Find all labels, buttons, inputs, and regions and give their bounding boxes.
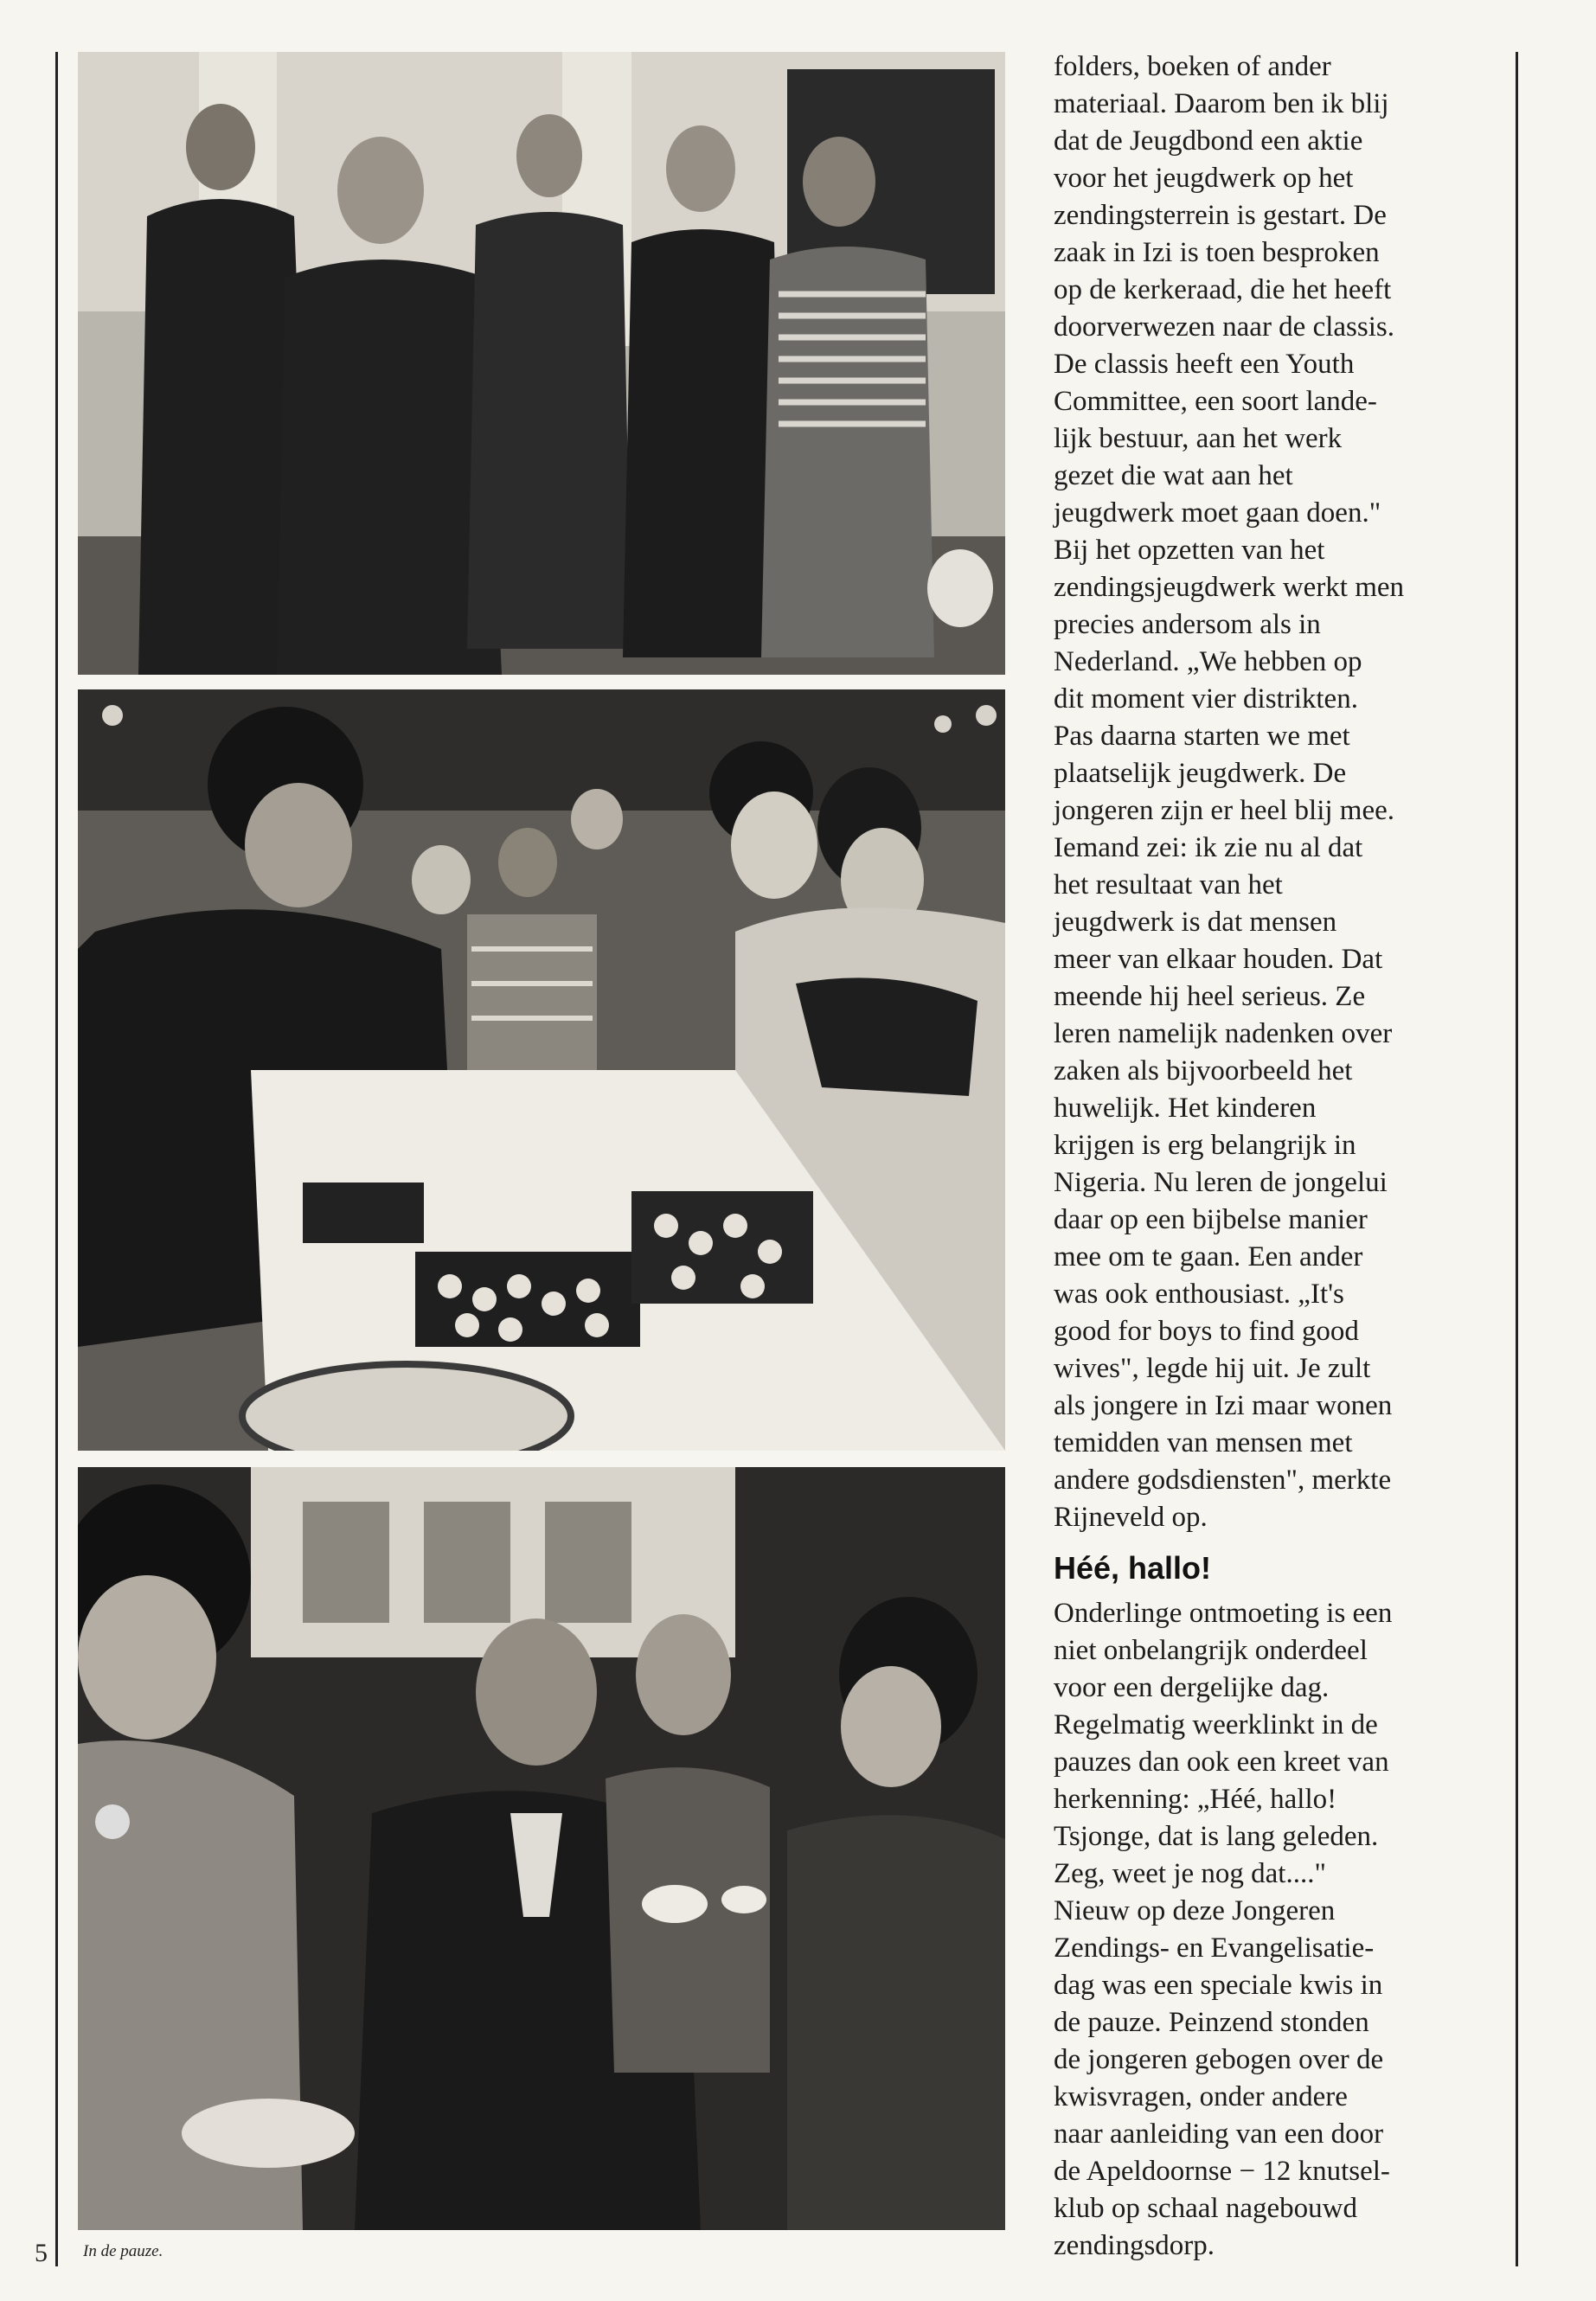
article-column	[1054, 48, 1503, 2265]
text-line: op de kerkeraad, die het heeft	[1054, 274, 1392, 305]
text-line: De classis heeft een Youth	[1054, 349, 1355, 380]
text-line: zaken als bijvoorbeeld het	[1054, 1055, 1353, 1086]
text-line: voor het jeugdwerk op het	[1054, 163, 1354, 194]
right-column-rule	[1516, 52, 1518, 2266]
text-line: voor een dergelijke dag.	[1054, 1672, 1330, 1703]
text-line: meer van elkaar houden. Dat	[1054, 944, 1383, 975]
text-line: de pauze. Peinzend stonden	[1054, 2007, 1369, 2038]
left-column-rule	[55, 52, 58, 2266]
text-line: herkenning: „Héé, hallo!	[1054, 1784, 1337, 1815]
text-line: leren namelijk nadenken over	[1054, 1018, 1393, 1049]
text-line: als jongere in Izi maar wonen	[1054, 1390, 1393, 1421]
text-line: Regelmatig weerklinkt in de	[1054, 1709, 1378, 1740]
text-line: gezet die wat aan het	[1054, 460, 1293, 491]
text-line: Bij het opzetten van het	[1054, 535, 1325, 566]
text-line: het resultaat van het	[1054, 869, 1283, 901]
text-line: klub op schaal nagebouwd	[1054, 2193, 1357, 2224]
photo-crowd-eating-icon	[78, 1467, 1005, 2230]
text-line: doorverwezen naar de classis.	[1054, 311, 1394, 343]
text-line: good for boys to find good	[1054, 1316, 1359, 1347]
text-line: dit moment vier distrikten.	[1054, 683, 1358, 715]
text-line: Committee, een soort lande-	[1054, 386, 1377, 417]
text-line: wives", legde hij uit. Je zult	[1054, 1353, 1371, 1384]
text-line: Nieuw op deze Jongeren	[1054, 1895, 1336, 1926]
text-line: Rijneveld op.	[1054, 1502, 1208, 1533]
text-line: Nederland. „We hebben op	[1054, 646, 1362, 677]
text-line: zendingsdorp.	[1054, 2230, 1215, 2261]
text-line: Nigeria. Nu leren de jongelui	[1054, 1167, 1388, 1198]
text-line: temidden van mensen met	[1054, 1427, 1353, 1458]
text-line: zendingsterrein is gestart. De	[1054, 200, 1387, 231]
photo-buffet-queue-icon	[78, 689, 1005, 1451]
text-line: Tsjonge, dat is lang geleden.	[1054, 1821, 1379, 1852]
text-line: daar op een bijbelse manier	[1054, 1204, 1368, 1235]
text-line: Onderlinge ontmoeting is een	[1054, 1598, 1393, 1629]
photo-caption: In de pauze.	[83, 2242, 163, 2260]
text-line: Iemand zei: ik zie nu al dat	[1054, 832, 1363, 863]
text-line: Zendings- en Evangelisatie-	[1054, 1932, 1375, 1964]
photo-men-standing	[78, 52, 1005, 675]
text-line: niet onbelangrijk onderdeel	[1054, 1635, 1368, 1666]
text-line: andere godsdiensten", merkte	[1054, 1465, 1392, 1496]
photo-food-buffet	[78, 689, 1005, 1451]
text-line: dag was een speciale kwis in	[1054, 1970, 1383, 2001]
text-line: pauzes dan ook een kreet van	[1054, 1747, 1389, 1778]
text-line: meende hij heel serieus. Ze	[1054, 981, 1366, 1012]
photo-break-crowd	[78, 1467, 1005, 2230]
text-line: huwelijk. Het kinderen	[1054, 1093, 1317, 1124]
photo-group-standing-icon	[78, 52, 1005, 675]
text-line: Pas daarna starten we met	[1054, 721, 1350, 752]
text-line: de Apeldoornse − 12 knutsel-	[1054, 2156, 1390, 2187]
text-line: plaatselijk jeugdwerk. De	[1054, 758, 1347, 789]
text-line: de jongeren gebogen over de	[1054, 2044, 1384, 2075]
text-line: jeugdwerk moet gaan doen."	[1054, 497, 1381, 529]
text-line: folders, boeken of ander	[1054, 51, 1331, 82]
text-line: naar aanleiding van een door	[1054, 2118, 1384, 2150]
text-line: jongeren zijn er heel blij mee.	[1054, 795, 1395, 826]
text-line: jeugdwerk is dat mensen	[1054, 907, 1337, 938]
text-line: kwisvragen, onder andere	[1054, 2081, 1348, 2112]
section-heading: Héé, hallo!	[1054, 1550, 1212, 1586]
text-line: was ook enthousiast. „It's	[1054, 1279, 1344, 1310]
article-paragraph-1	[1054, 48, 1503, 1536]
text-line: krijgen is erg belangrijk in	[1054, 1130, 1356, 1161]
text-line: zaak in Izi is toen besproken	[1054, 237, 1380, 268]
text-line: lijk bestuur, aan het werk	[1054, 423, 1343, 454]
text-line: mee om te gaan. Een ander	[1054, 1241, 1363, 1272]
text-line: Zeg, weet je nog dat...."	[1054, 1858, 1326, 1889]
text-line: materiaal. Daarom ben ik blij	[1054, 88, 1389, 119]
article-paragraph-2	[1054, 1595, 1503, 2265]
text-line: precies andersom als in	[1054, 609, 1321, 640]
page-number: 5	[35, 2239, 48, 2267]
text-line: zendingsjeugdwerk werkt men	[1054, 572, 1405, 603]
text-line: dat de Jeugdbond een aktie	[1054, 125, 1363, 157]
